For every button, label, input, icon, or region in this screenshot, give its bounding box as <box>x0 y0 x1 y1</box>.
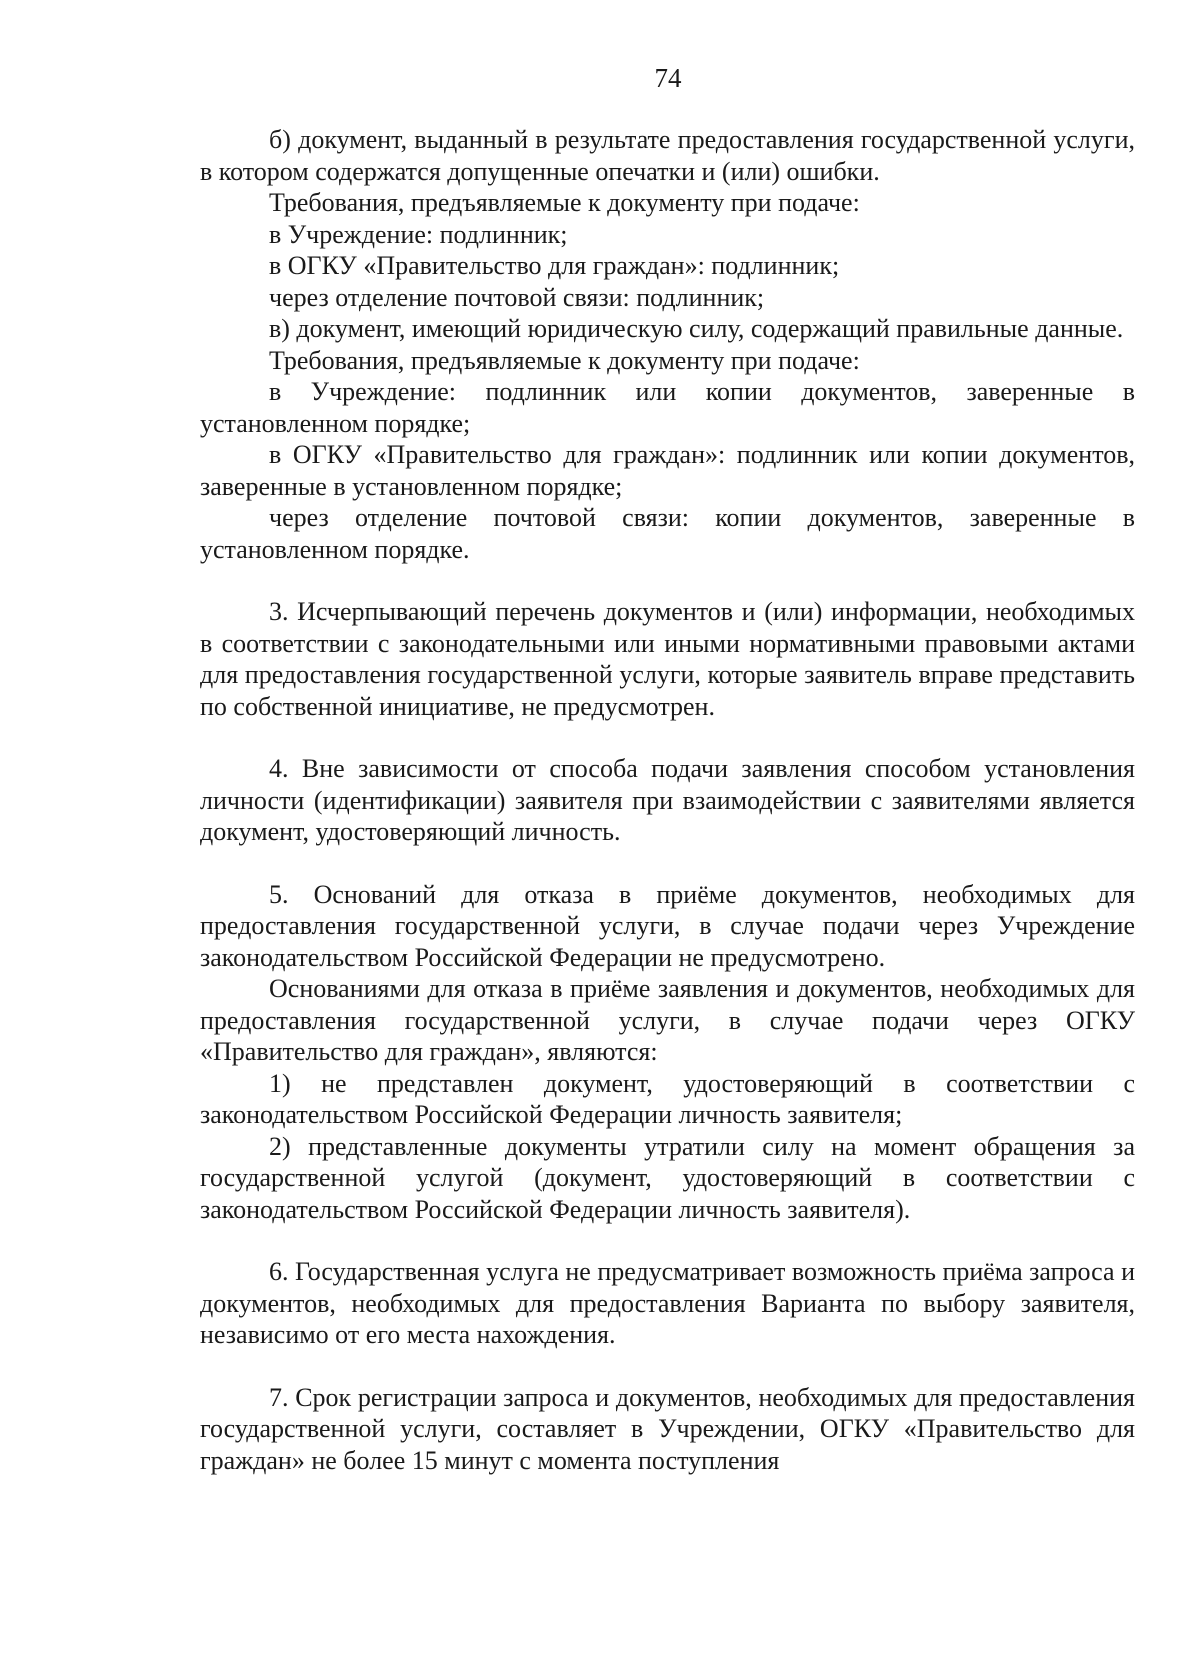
paragraph: в Учреждение: подлинник; <box>269 219 568 249</box>
paragraph: через отделение почтовой связи: подлинник; <box>269 282 765 312</box>
paragraph: б) документ, выданный в результате предоставления государственной услуги, в котором содержатся допущенные опечатки и (или) ошибки. <box>200 125 1135 186</box>
paragraph: 7. Срок регистрации запроса и документов, необходимых для предоставления государственной услуги, составляет в Учреждении, ОГКУ «Правительство для граждан» не более 15 минут с момента поступления <box>200 1382 1135 1475</box>
paragraph: 1) не представлен документ, удостоверяющий в соответствии с законодательством Российской Федерации личность заявителя; <box>200 1068 1135 1129</box>
paragraph: через отделение почтовой связи: копии документов, заверенные в установленном порядке. <box>200 503 1135 564</box>
page-number: 74 <box>654 63 682 93</box>
paragraph: 3. Исчерпывающий перечень документов и (или) информации, необходимых в соответствии с законодательными или иными нормативными правовыми актами для предоставления государственной услуги, которые заявитель вправе представить по собственной инициативе, не предусмотрен. <box>200 597 1135 721</box>
paragraph: 5. Оснований для отказа в приёме документов, необходимых для предоставления государственной услуги, в случае подачи через Учреждение законодательством Российской Федерации не предусмотрено. <box>200 879 1135 972</box>
paragraph: 4. Вне зависимости от способа подачи заявления способом установления личности (идентификации) заявителя при взаимодействии с заявителями является документ, удостоверяющий личность. <box>200 754 1135 846</box>
paragraph: в) документ, имеющий юридическую силу, содержащий правильные данные. <box>269 314 1124 343</box>
paragraph: Основаниями для отказа в приёме заявления и документов, необходимых для предоставления государственной услуги, в случае подачи через ОГКУ «Правительство для граждан», являются: <box>200 974 1135 1066</box>
paragraph: в Учреждение: подлинник или копии документов, заверенные в установленном порядке; <box>200 377 1135 438</box>
paragraph: Требования, предъявляемые к документу при подаче: <box>269 345 860 375</box>
paragraph: в ОГКУ «Правительство для граждан»: подлинник; <box>269 251 840 280</box>
paragraph: 6. Государственная услуга не предусматривает возможность приёма запроса и документов, необходимых для предоставления Варианта по выбору заявителя, независимо от его места нахождения. <box>200 1257 1135 1349</box>
document-body <box>200 124 1135 1476</box>
paragraph: 2) представленные документы утратили силу на момент обращения за государственной услугой (документ, удостоверяющий в соответствии с законодательством Российской Федерации личность заявителя). <box>200 1131 1135 1224</box>
paragraph: Требования, предъявляемые к документу при подаче: <box>269 188 860 217</box>
paragraph: в ОГКУ «Правительство для граждан»: подлинник или копии документов, заверенные в установленном порядке; <box>200 440 1135 501</box>
